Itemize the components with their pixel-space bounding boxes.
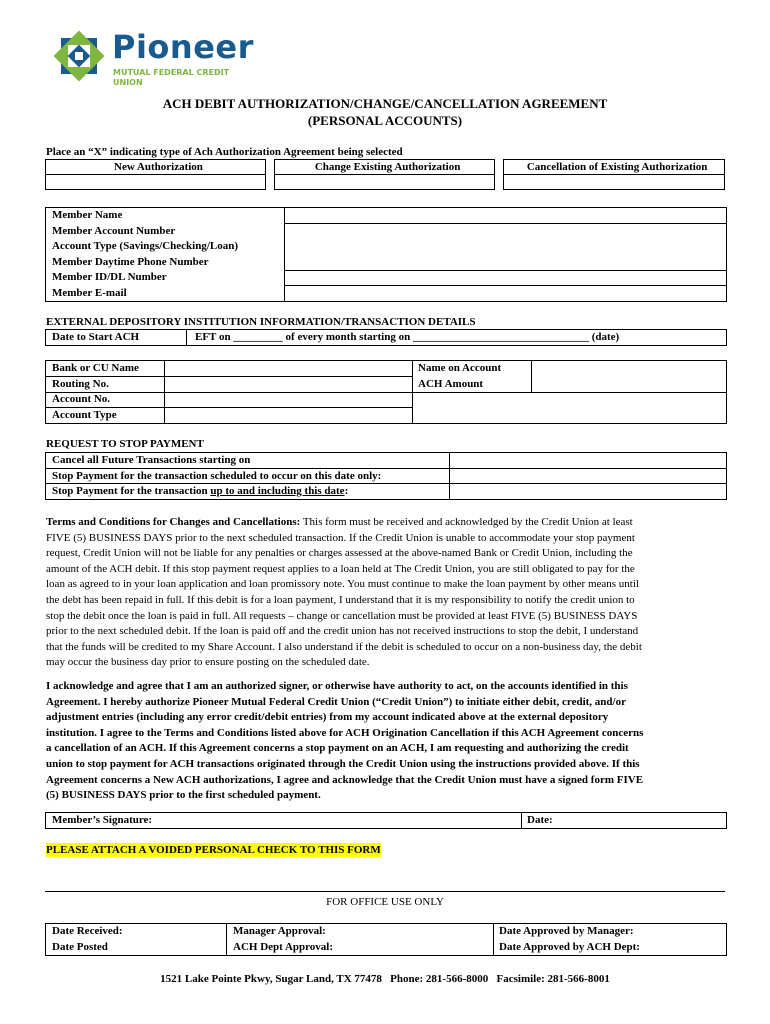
member-name-label: Member Name xyxy=(52,209,123,221)
office-use-block xyxy=(45,923,727,956)
account-type-label: Account Type xyxy=(52,408,117,421)
manager-approval-label: Manager Approval: xyxy=(233,925,326,937)
cancel-future-label: Cancel all Future Transactions starting on xyxy=(52,454,251,466)
date-received-label: Date Received: xyxy=(52,925,123,937)
ach-amount-input[interactable] xyxy=(532,377,726,392)
member-name-input[interactable] xyxy=(285,208,726,223)
account-number-label: Account No. xyxy=(52,393,111,405)
logo-name: Pioneer xyxy=(112,28,254,66)
bank-name-input[interactable] xyxy=(165,361,412,376)
ach-amount-label: ACH Amount xyxy=(418,377,484,390)
checkbox-new-authorization[interactable] xyxy=(46,175,266,190)
logo xyxy=(50,26,260,86)
routing-number-label: Routing No. xyxy=(52,377,109,390)
form-title: ACH DEBIT AUTHORIZATION/CHANGE/CANCELLATION AGREEMENT xyxy=(162,96,608,111)
date-approved-ach-label: Date Approved by ACH Dept: xyxy=(499,940,640,953)
account-number-input[interactable] xyxy=(165,393,412,407)
name-on-account-label: Name on Account xyxy=(418,362,502,374)
acknowledgement-paragraph: I acknowledge and agree that I am an authorized signer, or otherwise have authority to act, on the accounts identified in this Agreement. I hereby authorize Pioneer Mutual Federal Credit Union (“Credit Union”) to initiate either debit, credit, and/or adjustment entries (including any error credit/debit entries) from my account indicated above at the external depository institution. I agree to the Terms and Conditions listed above for ACH Origination Cancellation if this ACH Agreement concerns a cancellation of an ACH. If this Agreement concerns a stop payment on an ACH, I am requesting and authorizing the credit union to stop payment for ACH transactions originated through the Credit Union using the instructions provided above. If this Agreement concerns a New ACH authorizations, I agree and acknowledge that the Credit Union must have a signed form FIVE (5) BUSINESS DAYS prior to the first scheduled payment. xyxy=(46,680,644,802)
name-on-account-input[interactable] xyxy=(532,361,726,376)
office-use-divider xyxy=(45,891,725,892)
ach-start-row xyxy=(45,329,727,346)
member-signature-input[interactable] xyxy=(171,813,521,828)
bank-name-label: Bank or CU Name xyxy=(52,362,139,374)
member-details-input[interactable] xyxy=(285,224,726,270)
signature-row xyxy=(45,812,727,829)
form-subtitle: (PERSONAL ACCOUNTS) xyxy=(307,113,463,128)
member-id-input[interactable] xyxy=(285,271,726,285)
ach-dept-approval-label: ACH Dept Approval: xyxy=(233,940,334,953)
authorization-type-table xyxy=(45,159,725,190)
stop-through-label: Stop Payment for the transaction up to and including this date: xyxy=(52,485,349,497)
account-type-input[interactable] xyxy=(165,408,412,423)
option-cancellation: Cancellation of Existing Authorization xyxy=(504,160,725,175)
option-new-authorization: New Authorization xyxy=(46,160,266,175)
signature-date-label: Date: xyxy=(527,814,553,826)
pioneer-star-logo-icon xyxy=(50,26,108,86)
eft-schedule-text[interactable]: EFT on _________ of every month starting on ________________________________ (date) xyxy=(195,331,620,343)
member-email-input[interactable] xyxy=(285,286,726,301)
option-change-authorization: Change Existing Authorization xyxy=(274,160,494,175)
logo-subtitle: MUTUAL FEDERAL CREDIT UNION xyxy=(113,68,230,87)
terms-heading: Terms and Conditions for Changes and Cancellations: xyxy=(46,516,301,528)
member-account-number-label: Member Account Number xyxy=(52,224,176,237)
stop-single-label: Stop Payment for the transaction scheduled to occur on this date only: xyxy=(52,469,382,482)
checkbox-change-authorization[interactable] xyxy=(274,175,494,190)
routing-number-input[interactable] xyxy=(165,377,412,392)
stop-through-date-input[interactable] xyxy=(450,484,726,499)
member-info-block xyxy=(45,207,727,302)
date-to-start-label: Date to Start ACH xyxy=(52,331,140,343)
terms-paragraph: Terms and Conditions for Changes and Cancellations: This form must be received and acknowledged by the Credit Union at least FIVE (5) BUSINESS DAYS prior to the next scheduled transaction. If the Credit Union is unable to accommodate your stop payment request, Credit Union will not be liable for any penalties or charges assessed at the above-named Bank or Credit Union, including the amount of the ACH debit. If this stop payment request applies to a loan held at The Credit Union, you are still obligated to pay for the loan as agreed to in your loan application and loan promissory note. You must continue to make the loan payment by other means until the debt has been repaid in full. If this debit is for a loan payment, I understand that it is my responsibility to notify the credit union to stop the debit once the loan is paid in full. All requests – change or cancellation must be provided at least FIVE (5) BUSINESS DAYS prior to the next scheduled debit. If the loan is paid off and the credit union has not received instructions to stop the debit, I understand that the funds will be credited to my Share Account. I also understand if the debit is scheduled to occur on a non-business day, the debit may occur the business day prior to ensure posting on the scheduled date. xyxy=(46,516,642,669)
date-posted-label: Date Posted xyxy=(52,940,108,953)
member-phone-label: Member Daytime Phone Number xyxy=(52,255,209,268)
external-heading: EXTERNAL DEPOSITORY INSTITUTION INFORMATION/TRANSACTION DETAILS xyxy=(46,316,476,328)
selection-instruction: Place an “X” indicating type of Ach Authorization Agreement being selected xyxy=(46,146,403,158)
cancel-future-date-input[interactable] xyxy=(450,453,726,468)
footer-address: 1521 Lake Pointe Pkwy, Sugar Land, TX 77478 Phone: 281-566-8000 Facsimile: 281-566-8001 xyxy=(160,973,610,985)
bank-info-block xyxy=(45,360,727,424)
stop-single-date-input[interactable] xyxy=(450,469,726,483)
signature-date-input[interactable] xyxy=(561,813,726,828)
checkbox-cancellation[interactable] xyxy=(504,175,725,190)
attach-check-notice: PLEASE ATTACH A VOIDED PERSONAL CHECK TO THIS FORM xyxy=(46,844,381,856)
member-email-label: Member E-mail xyxy=(52,286,127,299)
member-id-label: Member ID/DL Number xyxy=(52,271,167,283)
member-account-type-label: Account Type (Savings/Checking/Loan) xyxy=(52,240,239,252)
date-approved-manager-label: Date Approved by Manager: xyxy=(499,925,634,937)
member-signature-label: Member’s Signature: xyxy=(52,814,153,826)
stop-payment-block xyxy=(45,452,727,500)
office-use-heading: FOR OFFICE USE ONLY xyxy=(326,896,444,908)
stop-payment-heading: REQUEST TO STOP PAYMENT xyxy=(46,438,204,450)
